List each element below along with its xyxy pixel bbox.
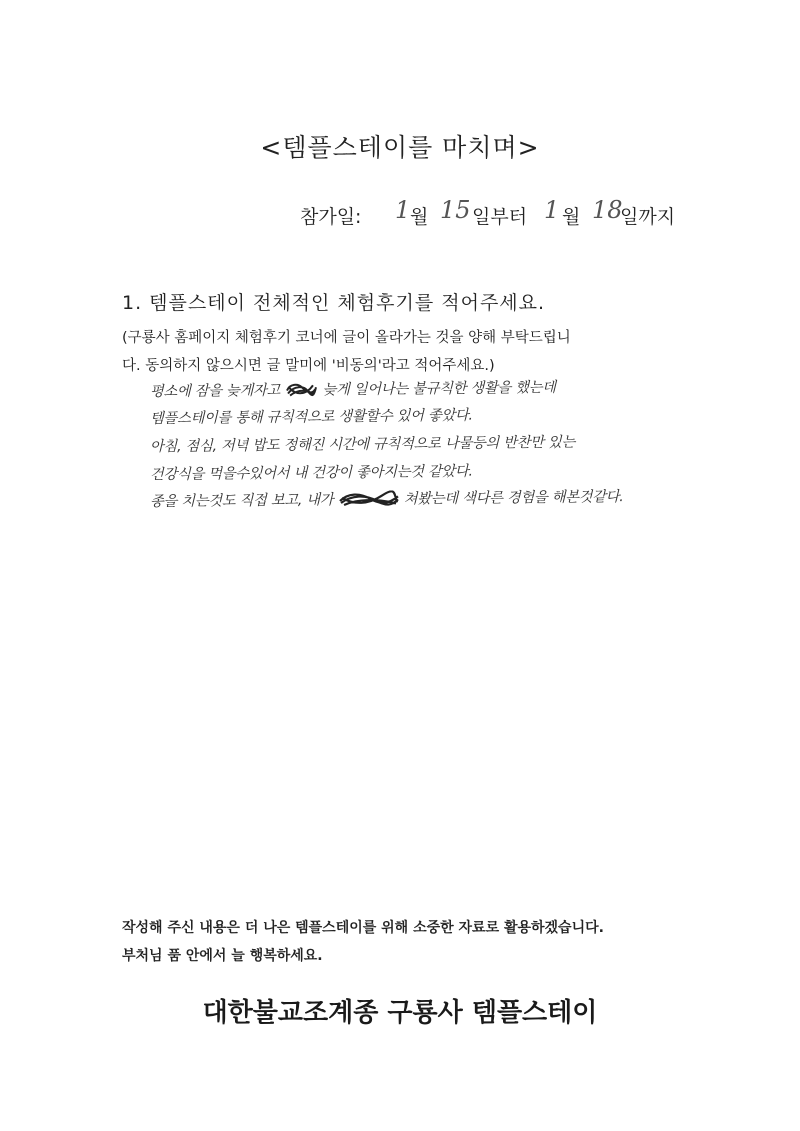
end-month-value: 1	[544, 196, 560, 224]
end-day-value: 18	[592, 196, 623, 224]
footer-blessing: 부처님 품 안에서 늘 행복하세요.	[122, 948, 323, 964]
start-month-value: 1	[395, 196, 411, 224]
handwritten-line-5-part-b: 쳐봤는데 색다른 경험을 해본것같다.	[403, 489, 624, 508]
handwritten-line-5-part-a: 종을 치는것도 직접 보고, 내가	[149, 492, 334, 510]
consent-note-line-1: (구룡사 홈페이지 체험후기 코너에 글이 올라가는 것을 양해 부탁드립니	[122, 330, 571, 346]
section-title: 1. 템플스테이 전체적인 체험후기를 적어주세요.	[122, 292, 546, 314]
until-text: 일까지	[620, 206, 676, 228]
handwritten-line-1-part-a: 평소에 잠을 늦게자고	[149, 382, 281, 400]
organization-name: 대한불교조계종 구룡사 템플스테이	[202, 998, 598, 1028]
month-unit-1: 월	[410, 206, 429, 228]
handwritten-line-1-part-b: 늦게 일어나는 불규칙한 생활을 했는데	[322, 379, 556, 399]
handwritten-line-3: 아침, 점심, 저녁 밥도 정해진 시간에 규칙적으로 나물등의 반찬만 있는	[149, 434, 576, 455]
consent-note-line-2: 다. 동의하지 않으시면 글 말미에 '비동의'라고 적어주세요.)	[122, 358, 495, 374]
handwritten-line-1	[150, 377, 556, 401]
scribble-mark	[338, 490, 400, 509]
footer-thanks: 작성해 주신 내용은 더 나은 템플스테이를 위해 소중한 자료로 활용하겠습니다.	[122, 920, 604, 936]
dates-label: 참가일:	[300, 206, 362, 228]
start-day-value: 15	[440, 196, 471, 224]
from-text: 일부터	[472, 206, 528, 228]
page-title: <템플스테이를 마치며>	[260, 133, 540, 162]
handwritten-line-5	[150, 486, 624, 511]
month-unit-2: 월	[562, 206, 581, 228]
handwritten-line-2: 템플스테이를 통해 규칙적으로 생활할수 있어 좋았다.	[149, 407, 473, 427]
handwritten-line-4: 건강식을 먹을수있어서 내 건강이 좋아지는것 같았다.	[149, 463, 473, 483]
participation-dates	[300, 196, 720, 236]
scribble-mark	[284, 381, 318, 399]
